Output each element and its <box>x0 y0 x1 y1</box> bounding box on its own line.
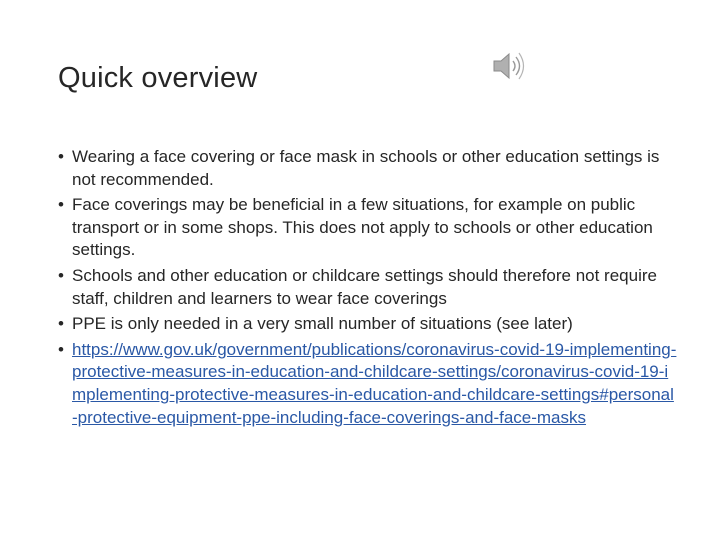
bullet-text: PPE is only needed in a very small number of situations (see later) <box>72 314 573 334</box>
speaker-icon[interactable] <box>492 50 528 82</box>
bullet-text: Schools and other education or childcare settings should therefore not require staff, children and learners to wear face coverings <box>72 265 657 308</box>
bullet-item <box>58 339 678 429</box>
bullet-dot: • <box>58 265 64 285</box>
bullet-item <box>58 313 678 336</box>
slide-title: Quick overview <box>58 62 258 94</box>
bullet-text: Face coverings may be beneficial in a few situations, for example on public transport or in some shops. This does not apply to schools or other education settings. <box>72 195 653 260</box>
bullet-item <box>58 265 678 310</box>
bullet-dot: • <box>58 339 64 359</box>
bullet-text: Wearing a face covering or face mask in schools or other education settings is not recommended. <box>72 147 660 189</box>
bullet-list <box>58 146 678 432</box>
bullet-item <box>58 146 678 191</box>
bullet-dot: • <box>58 195 64 215</box>
gov-uk-guidance-link[interactable]: https://www.gov.uk/government/publications/coronavirus-covid-19-implementing-protective-measures-in-education-and-childcare-settings/coronavirus-covid-19-implementing-protective-measures-in-education-and-childcare-settings#personal-protective-equipment-ppe-including-face-coverings-and-face-masks <box>72 339 677 427</box>
bullet-dot: • <box>58 147 64 166</box>
bullet-dot: • <box>58 314 64 334</box>
bullet-item <box>58 194 678 262</box>
